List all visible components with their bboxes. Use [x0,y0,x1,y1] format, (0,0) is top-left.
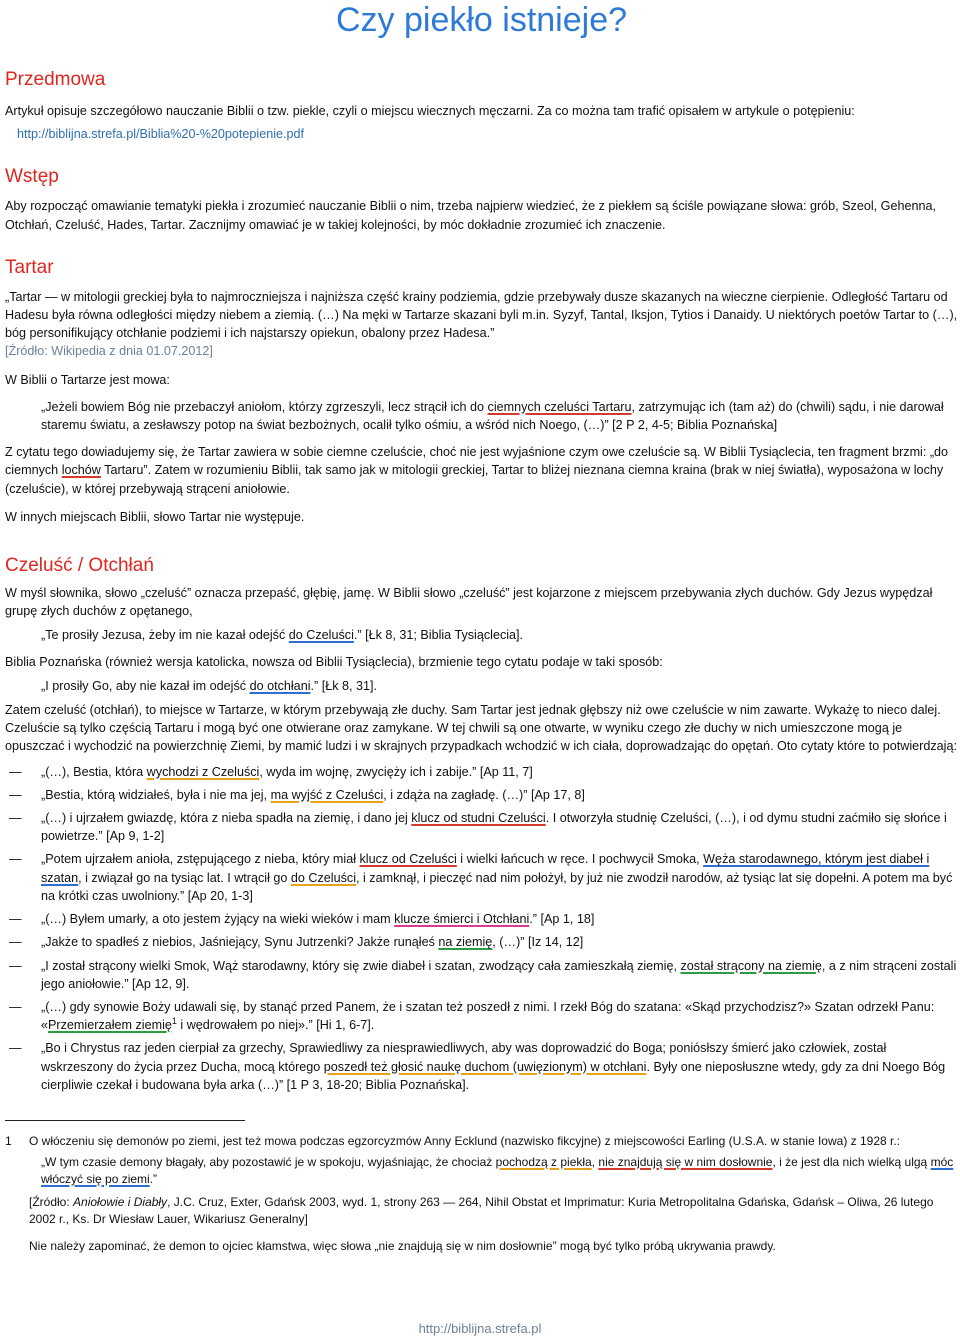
heading-wstep: Wstęp [5,166,59,188]
citation-list [5,763,958,1094]
underline-przemierzalem: Przemierzałem ziemię [48,1018,172,1033]
czelusc-quote-2: „I prosiły Go, aby nie kazał im odejść do otchłani.” [Łk 8, 31]. [41,678,377,693]
list-item: — „Jakże to spadłeś z niebios, Jaśniejący, Synu Jutrzenki? Jakże runąłeś na ziemię, (…)” [Iz 14, 12] [5,933,958,951]
list-item: — „(…) i ujrzałem gwiazdę, która z nieba spadła na ziemię, i dano jej klucz od studni Czeluści. I otworzyła studnię Czeluści, (…), i od dymu studni zaćmiło się słońce i powietrze.” [Ap 9, 1-2] [5,809,958,845]
list-item: — „(…), Bestia, która wychodzi z Czeluści, wyda im wojnę, zwycięży ich i zabije.” [Ap 11, 7] [5,763,958,781]
czelusc-quote-1: „Te prosiły Jezusa, żeby im nie kazał odejść do Czeluści.” [Łk 8, 31; Biblia Tysiąclecia]. [41,628,524,643]
footnote-source: [Źródło: Aniołowie i Diabły, J.C. Cruz, Exter, Gdańsk 2003, wyd. 1, strony 263 — 264, Nihil Obstat et Imprimatur: Kuria Metropolitalna Gdańska, Gdańsk – Oliwa, 26 lutego 2002 r., Ks. Dr Wiesław Lauer, Wikariusz Generalny] [29,1194,934,1226]
underline-waz-starodawny: Węża starodawnego, którym jest diabeł i szatan [41,852,930,885]
footnote-text: O włóczeniu się demonów po ziemi, jest też mowa podczas egzorcyzmów Anny Ecklund (nazwisko fikcyjne) z miejscowości Earling (U.S.A. w stanie Iowa) z 1928 r.: [29,1133,901,1148]
footnote-number: 1 [5,1133,12,1148]
heading-czelusc: Czeluść / Otchłań [5,555,154,577]
list-item: — „Potem ujrzałem anioła, zstępującego z nieba, który miał klucz od Czeluści i wielki łańcuch w ręce. I pochwycił Smoka, Węża starodawnego, którym jest diabeł i szatan, i związał go na tysiąc lat. I wtrącił go do Czeluści, i zamknął, i pieczęć nad nim położył, by już nie zwodził narodów, aż tysiąc lat się dopełni. A potem ma być na krótki czas uwolniony.” [Ap 20, 1-3] [5,850,958,905]
document-page [5,0,958,1255]
heading-przedmowa: Przedmowa [5,69,106,90]
heading-tartar: Tartar [5,256,54,278]
page-title: Czy piekło istnieje? [335,1,628,39]
page-footer-url[interactable]: http://biblijna.strefa.pl [418,1321,542,1336]
underline-do-czelusci-2: do Czeluści [290,870,356,885]
underline-wychodzi: wychodzi z Czeluści [146,764,260,779]
list-item: — „I został strącony wielki Smok, Wąż starodawny, który się zwie diabeł i szatan, zwodzący cała zamieszkałą ziemię, został strącony na ziemię, a z nim strąceni zostali jego aniołowie.” [Ap 12, 9]. [5,957,958,993]
underline-klucz-czelusci: klucz od Czeluści [359,852,457,867]
underline-moc-wloczyc: móc włóczyć się po ziemi [41,1154,954,1186]
tartar-source: [Źródło: Wikipedia z dnia 01.07.2012] [5,344,213,359]
underline-pochodza: pochodzą z piekła [495,1154,592,1169]
underline-poszedl-glosic: poszedł też głosić naukę duchom (uwięzionym) w otchłani [323,1059,647,1074]
czelusc-paragraph-2: Biblia Poznańska (również wersja katolicka, nowsza od Biblii Tysiąclecia), brzmienie tego cytatu podaje w taki sposób: [5,654,663,669]
przedmowa-body: Artykuł opisuje szczegółowo nauczanie Biblii o tzw. piekle, czyli o miejscu wiecznych męczarni. Za co można tam trafić opisałem w artykule o potępieniu: [5,104,855,118]
przedmowa-text [5,102,958,143]
czelusc-paragraph-3: Zatem czeluść (otchłań), to miejsce w Tartarze, w którym przebywają złe duchy. Sam Tartar jest jednak głębszy niż owe czeluście w nim zawarte. Wykażę to nieco dalej. Czeluście są tylko częścią Tartaru i mogą być one otwierane oraz zamykane. W tej chwili są one otwarte, w wyniku czego złe duchy w nich umieszczone mogą je opuszczać i wychodzić na powierzchnię Ziemi, by mamić ludzi i w skrajnych przypadkach wchodzić w ich ciała, doprowadzając do opętań. Oto cytaty które to potwierdzają: [5,703,957,754]
underline-ciemnych-czelusci: ciemnych czeluści Tartaru [487,399,632,414]
czelusc-paragraph-1: W myśl słownika, słowo „czeluść” oznacza przepaść, głębię, jamę. W Biblii słowo „czeluść” jest kojarzone z miejscem przebywania złych duchów. Gdy Jezus wypędzał grupę złych duchów z opętanego, [5,586,933,619]
underline-lochow: lochów [61,463,101,478]
underline-klucz-studni: klucz od studni Czeluści [411,811,546,826]
underline-zostal-stracony: został strącony na ziemię [680,958,822,973]
footnote [5,1133,958,1255]
tartar-paragraph-2: W innych miejscach Biblii, słowo Tartar nie występuje. [5,509,305,524]
footnote-note: Nie należy zapominać, że demon to ojciec kłamstwa, więc słowa „nie znajdują się w nim dosłownie” mogą być tylko próbą ukrywania prawdy. [29,1238,776,1253]
footnote-ref[interactable]: 1 [171,1015,177,1026]
potepienie-link[interactable]: http://biblijna.strefa.pl/Biblia%20-%20potepienie.pdf [17,127,305,142]
tartar-paragraph-1: Z cytatu tego dowiadujemy się, że Tartar zawiera w sobie ciemne czeluście, choć nie jest wyjaśnione czym owe czeluście są. W Biblii Tysiąclecia, ten fragment brzmi: „do ciemnych lochów Tartaru”. Zatem w rozumieniu Biblii, tak samo jak w mitologii greckiej, Tartar to bliżej nieznana ciemna kraina (brak w niej światła), wyposażona w lochy (czeluście), w której przebywają strąceni aniołowie. [5,445,949,496]
underline-na-ziemie: na ziemię [438,935,493,950]
tartar-verse: „Jeżeli bowiem Bóg nie przebaczył aniołom, którzy zgrzeszyli, lecz strącił ich do ciemnych czeluści Tartaru, zatrzymując ich (tam aż) do (chwili) sądu, i nie darował staremu światu, a zesławszy potop na świat bezbożnych, ocalił tylko ośmiu, a wśród nich Noego, (…)” [2 P 2, 4-5; Biblia Poznańska] [41,399,944,433]
wstep-text: Aby rozpocząć omawianie tematyki piekła i zrozumieć nauczanie Biblii o nim, trzeba najpierw wiedzieć, że z piekłem są ściśle powiązane słowa: grób, Szeol, Gehenna, Otchłań, Czeluść, Hades, Tartar. Zacznijmy omawiać je w takiej kolejności, by móc dokładnie zrozumieć ich znaczenie. [5,199,936,232]
footnote-divider [5,1120,245,1121]
list-item: — „(…) gdy synowie Boży udawali się, by stanąć przed Panem, że i szatan też poszedł z nimi. I rzekł Bóg do szatana: «Skąd przychodzisz?» Szatan odrzekł Panu: «Przemierzałem ziemię$^1$ i wędrowałem po niej».” [Hi 1, 6-7]. [5,998,958,1034]
underline-nie-znajduja: nie znajdują się w nim dosłownie [598,1154,773,1169]
tartar-bible-intro: W Biblii o Tartarze jest mowa: [5,372,170,387]
underline-klucze-smierci: klucze śmierci i Otchłani [394,912,530,927]
list-item: — „Bo i Chrystus raz jeden cierpiał za grzechy, Sprawiedliwy za niesprawiedliwych, aby was doprowadzić do Boga; poniósłszy śmierć jako człowiek, został wskrzeszony do życia przez Ducha, mocą którego poszedł też głosić naukę duchom (uwięzionym) w otchłani. Były one nieposłuszne wtedy, gdy za dni Noego Bóg cierpliwie czekał i budowana była arka (…)” [1 P 3, 18-20; Biblia Poznańska]. [5,1039,958,1094]
footnote-quote: „W tym czasie demony błagały, aby pozostawić je w spokoju, wyjaśniając, że chociaż pochodzą z piekła, nie znajdują się w nim dosłownie, i że jest dla nich wielką ulgą móc włóczyć się po ziemi.” [41,1154,954,1186]
underline-do-czelusci: do Czeluści [288,628,354,643]
list-item: — „(…) Byłem umarły, a oto jestem żyjący na wieki wieków i mam klucze śmierci i Otchłani.” [Ap 1, 18] [5,910,958,928]
tartar-quote: „Tartar — w mitologii greckiej była to najmroczniejsza i najniższa część krainy podziemia, gdzie przebywały dusze skazanych na wieczne cierpienie. Odległość Tartaru od Hadesu była równa odległości między niebem a ziemią. (…) Na męki w Tartarze skazani byli m.in. Syzyf, Tantal, Iksjon, Tytios i Danaidy. U niektórych poetów Tartar to (…), bóg personifikujący otchłanie podziemi i ich najstarszy opiekun, obalony przez Hadesa.” [5,289,958,341]
underline-ma-wyjsc: ma wyjść z Czeluści [270,787,384,802]
underline-do-otchlani: do otchłani [249,678,311,693]
list-item: — „Bestia, którą widziałeś, była i nie ma jej, ma wyjść z Czeluści, i zdąża na zagładę. (…)” [Ap 17, 8] [5,786,958,804]
